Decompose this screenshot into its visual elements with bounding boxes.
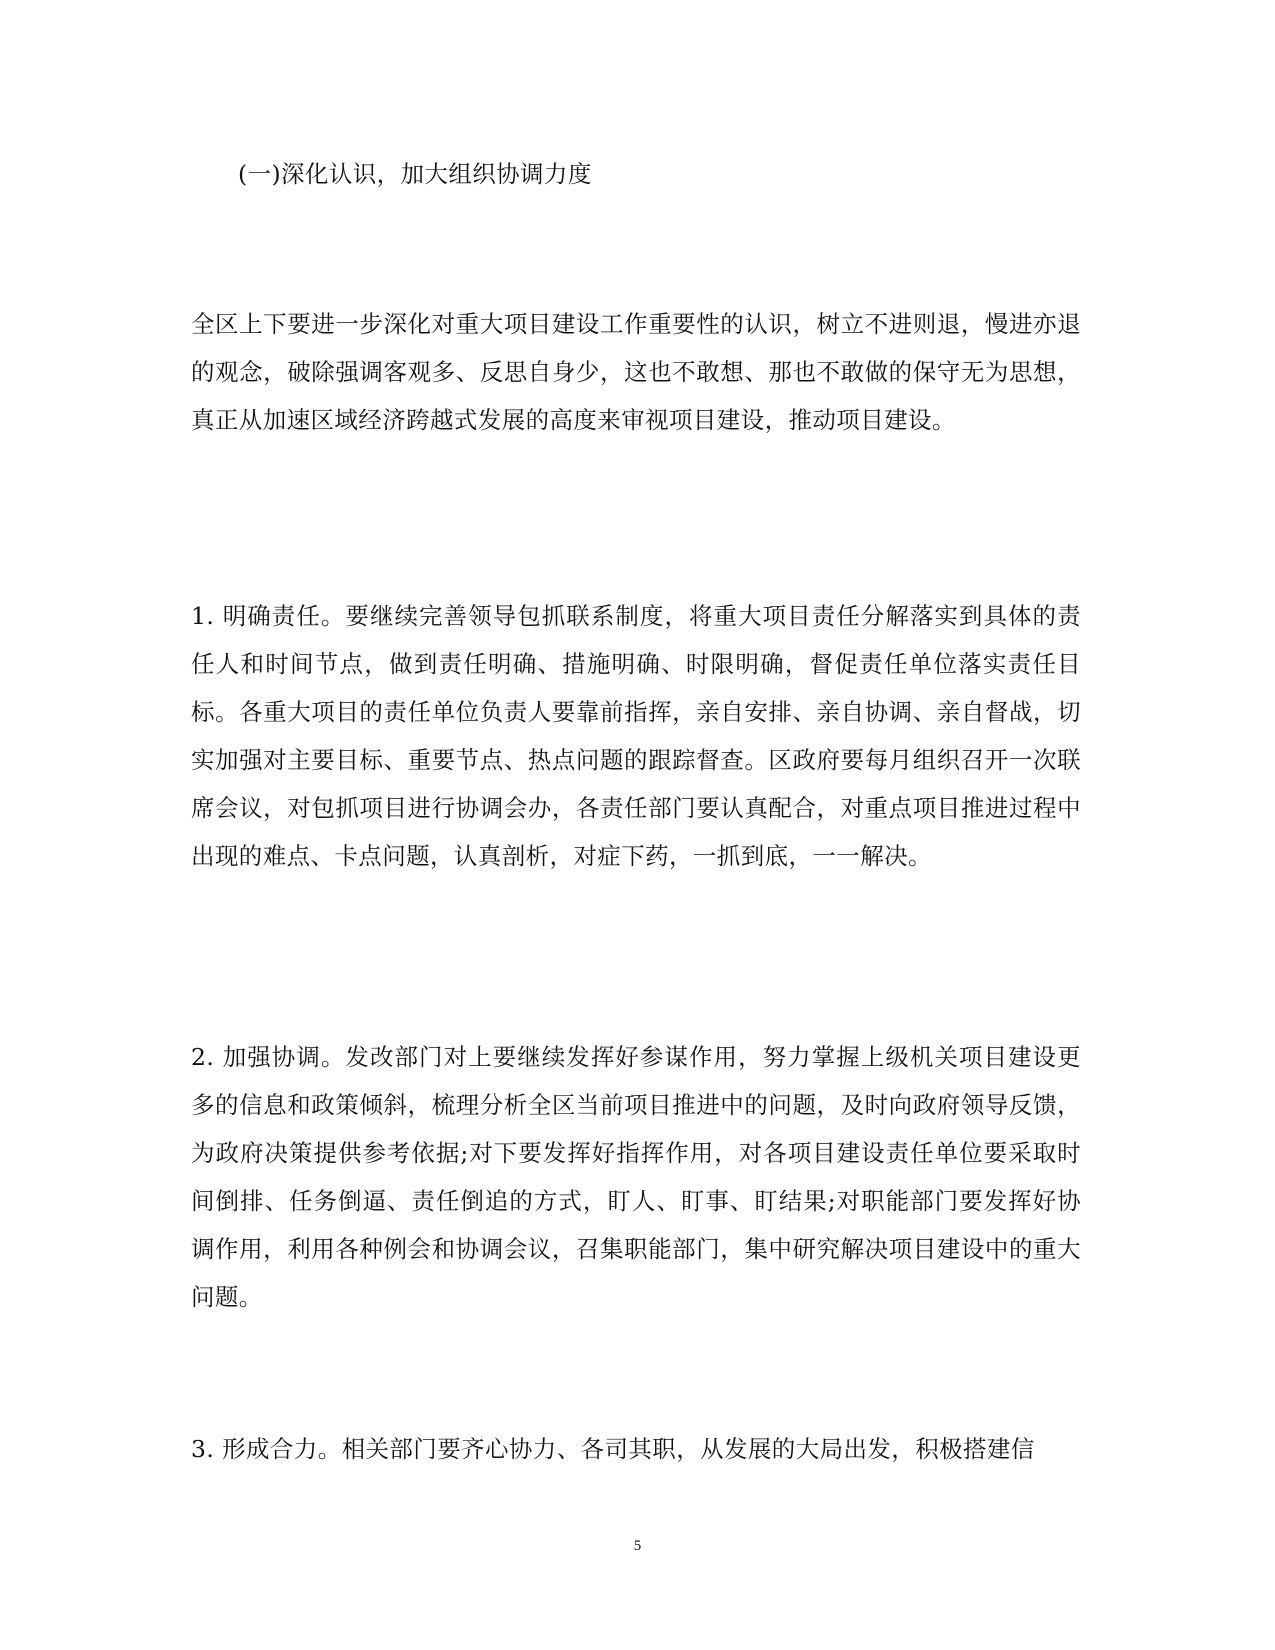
page-number: 5 <box>633 1538 642 1554</box>
paragraph-clarify-responsibility: 1. 明确责任。要继续完善领导包抓联系制度，将重大项目责任分解落实到具体的责任人和时间节点，做到责任明确、措施明确、时限明确，督促责任单位落实责任目标。各重大项目的责任单位负责人要靠前指挥，亲自安排、亲自协调、亲自督战，切实加强对主要目标、重要节点、热点问题的跟踪督查。区政府要每月组织召开一次联席会议，对包抓项目进行协调会办，各责任部门要认真配合，对重点项目推进过程中出现的难点、卡点问题，认真剖析，对症下药，一抓到底，一一解决。 <box>191 602 1081 870</box>
paragraph-intro: 全区上下要进一步深化对重大项目建设工作重要性的认识，树立不进则退，慢进亦退的观念，破除强调客观多、反思自身少，这也不敢想、那也不敢做的保守无为思想，真正从加速区域经济跨越式发展的高度来审视项目建设，推动项目建设。 <box>191 310 1081 434</box>
section-heading: (一)深化认识，加大组织协调力度 <box>238 160 592 188</box>
paragraph-form-synergy: 3. 形成合力。相关部门要齐心协力、各司其职，从发展的大局出发，积极搭建信 <box>191 1435 1035 1463</box>
paragraph-strengthen-coordination: 2. 加强协调。发改部门对上要继续发挥好参谋作用，努力掌握上级机关项目建设更多的信息和政策倾斜，梳理分析全区当前项目推进中的问题，及时向政府领导反馈，为政府决策提供参考依据;对下要发挥好指挥作用，对各项目建设责任单位要采取时间倒排、任务倒逼、责任倒追的方式，盯人、盯事、盯结果;对职能部门要发挥好协调作用，利用各种例会和协调会议，召集职能部门，集中研究解决项目建设中的重大问题。 <box>191 1043 1081 1311</box>
